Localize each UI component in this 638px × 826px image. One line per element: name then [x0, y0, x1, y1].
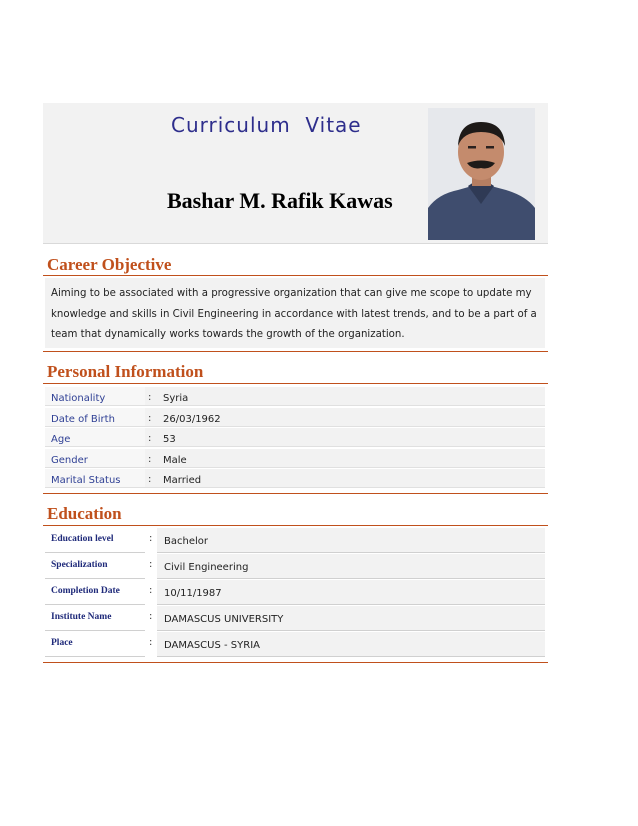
edu-separator: :: [149, 559, 153, 570]
cv-header: [43, 103, 548, 244]
personal-information-heading: Personal Information: [47, 362, 204, 381]
candidate-name: Bashar M. Rafik Kawas: [167, 188, 393, 213]
edu-value: DAMASCUS UNIVERSITY: [157, 606, 545, 631]
career-objective-text: Aiming to be associated with a progressive organization that can give me scope to update my knowledge and skills in Civil Engineering in accordance with latest trends, and to be a part of a team that dynamically works towards the growth of the organization.: [51, 288, 537, 340]
personal-information-rule: [43, 383, 548, 384]
info-value: Married: [145, 469, 545, 488]
profile-photo: [428, 108, 535, 240]
edu-label: Institute Name: [45, 606, 145, 631]
info-label: Date of Birth: [45, 408, 145, 427]
education-rule: [43, 525, 548, 526]
info-value: Male: [145, 449, 545, 468]
info-row-age: [45, 428, 545, 448]
education-bottom-rule: [43, 662, 548, 663]
edu-label: Place: [45, 632, 145, 657]
career-objective-bottom-rule: [43, 351, 548, 352]
edu-value: DAMASCUS - SYRIA: [157, 632, 545, 657]
career-objective-box: [45, 278, 545, 348]
edu-label: Completion Date: [45, 580, 145, 605]
info-row-marital-status: [45, 469, 545, 489]
edu-row-education-level: [45, 528, 545, 554]
info-value: Syria: [145, 387, 545, 406]
edu-separator: :: [149, 585, 153, 596]
edu-separator: :: [149, 637, 153, 648]
edu-label: Specialization: [45, 554, 145, 579]
edu-row-completion-date: [45, 580, 545, 606]
cv-title: Curriculum Vitae: [171, 113, 362, 137]
edu-row-institute-name: [45, 606, 545, 632]
edu-value: Civil Engineering: [157, 554, 545, 579]
info-separator: :: [148, 392, 152, 403]
education-table: [45, 528, 545, 658]
info-label: Marital Status: [45, 469, 145, 488]
info-row-nationality: [45, 387, 545, 407]
edu-separator: :: [149, 611, 153, 622]
info-value: 26/03/1962: [145, 408, 545, 427]
edu-row-specialization: [45, 554, 545, 580]
education-heading: Education: [47, 504, 122, 523]
career-objective-heading: Career Objective: [47, 255, 172, 274]
info-separator: :: [148, 453, 152, 465]
personal-information-bottom-rule: [43, 493, 548, 494]
edu-value: 10/11/1987: [157, 580, 545, 605]
info-row-date-of-birth: [45, 408, 545, 428]
edu-separator: :: [149, 533, 153, 544]
info-label: Gender: [45, 449, 145, 468]
info-separator: :: [148, 433, 152, 444]
info-label: Nationality: [45, 387, 145, 406]
edu-row-place: [45, 632, 545, 658]
personal-information-table: [45, 387, 545, 490]
career-objective-rule: [43, 275, 548, 276]
info-separator: :: [148, 474, 152, 485]
info-separator: :: [148, 412, 152, 424]
edu-label: Education level: [45, 528, 145, 553]
info-value: 53: [145, 428, 545, 447]
info-label: Age: [45, 428, 145, 447]
edu-value: Bachelor: [157, 528, 545, 553]
info-row-gender: [45, 449, 545, 469]
